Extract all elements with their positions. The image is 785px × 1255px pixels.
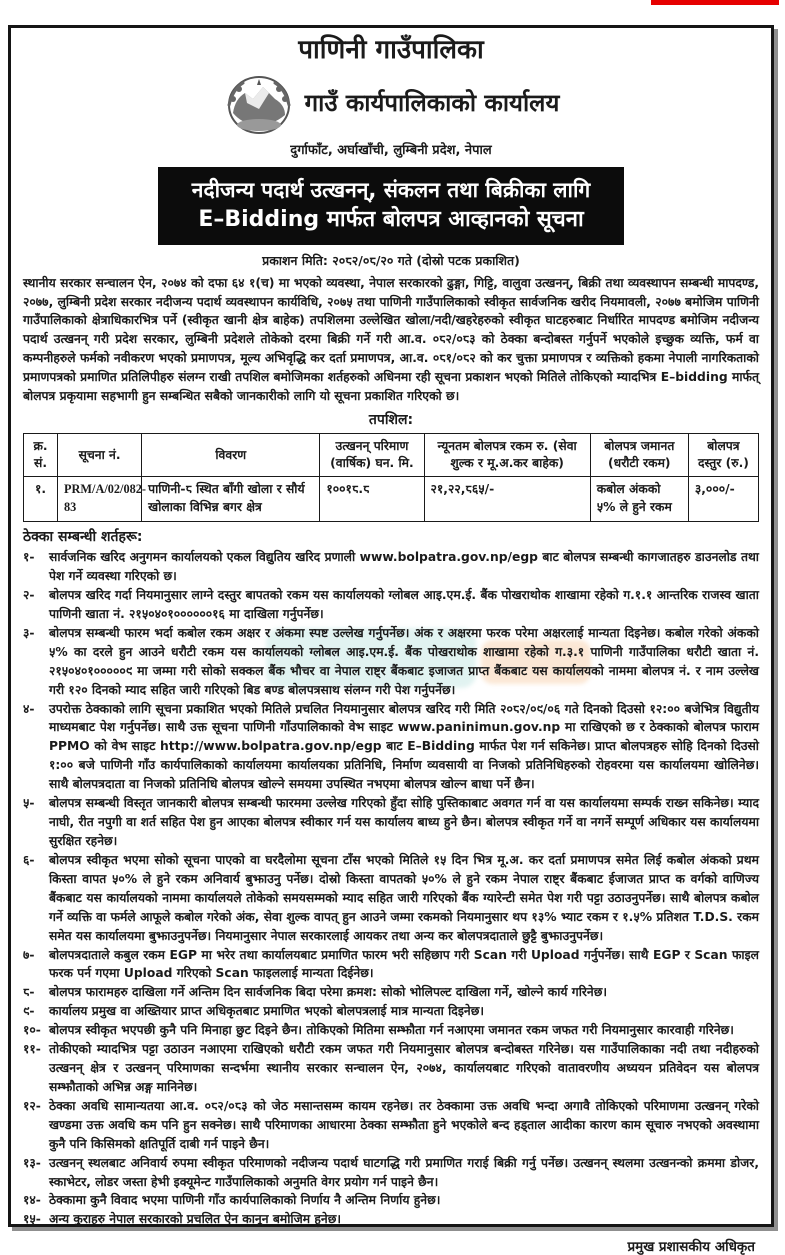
condition-item-7: [23, 946, 759, 984]
condition-item-15: [23, 1210, 759, 1229]
conditions-heading: ठेक्का सम्बन्धी शर्तहरू:: [23, 529, 143, 546]
condition-text: ठेक्का अवधि सामान्यतया आ.व. ०८२/०८३ को जेठ मसान्तसम्म कायम रहनेछ। तर ठेक्कामा उक्त अवधि भन्दा अगावै तोकिएको परिमाणमा उत्खनन् गरेको खण्डमा उक्त अवधि कम पनि हुन सक्नेछ। साथै परिमाणका आधारमा ठेक्का सम्झौता हुने भएकोले बन्द हड्ताल आदीका कारण काम सूचारु नभएको अवस्थामा कुनै पनि किसिमको क्षतिपूर्ति दाबी गर्न पाइने छैन।: [49, 1098, 759, 1151]
condition-number: १५-: [23, 1212, 41, 1227]
condition-item-6: [23, 851, 759, 946]
signatory-title: प्रमुख प्रशासकीय अधिकृत: [627, 1239, 755, 1255]
condition-text: बोलपत्र खरिद गर्दा नियमानुसार लाग्ने दस्तुर बापतको रकम यस कार्यालयको ग्लोबल आइ.एम.ई. बैंक पोखराथोक शाखामा रहेको ग.१.१ आन्तरिक राजस्व खाता पाणिनी खाता नं. २१५०४०१००००००१६ मा दाखिला गर्नुपर्नेछ।: [49, 587, 759, 621]
condition-item-14: [23, 1191, 759, 1210]
condition-number: ५-: [23, 796, 35, 811]
col-fee: बोलपत्र दस्तुर (रु.): [688, 434, 758, 477]
condition-number: ६-: [23, 852, 35, 867]
condition-item-12: [23, 1097, 759, 1154]
col-quantity: उत्खनन् परिमाण (वार्षिक) घन. मि.: [320, 434, 424, 477]
condition-item-9: [23, 1002, 759, 1021]
condition-number: ९-: [23, 1004, 35, 1019]
condition-text: कार्यालय प्रमुख वा अख्तियार प्राप्त अधिकृतबाट प्रमाणित भएको बोलपत्रलाई मात्र मान्यता दिइनेछ।: [49, 1004, 484, 1019]
condition-text: सार्वजनिक खरिद अनुगमन कार्यालयको एकल विद्युतिय खरिद प्रणाली www.bolpatra.gov.np/egp बाट बोलपत्र सम्बन्धी कागजातहरु डाउनलोड तथा पेश गर्ने व्यवस्था गरिएको छ।: [49, 550, 759, 584]
condition-item-10: [23, 1021, 759, 1040]
condition-text: बोलपत्र स्वीकृत भएमा सोको सूचना पाएको वा घरदैलोमा सूचना टाँस भएको मितिले १५ दिन भित्र मू.अ. कर दर्ता प्रमाणपत्र समेत लिई कबोल अंकको प्रथम किस्ता वापत ५०% ले हुने रकम अनिवार्य बुझाउनु पर्नेछ। दोस्रो किस्ता वापतको ५०% ले हुने रकम नेपाल राष्ट्र बैंकबाट ईजाजत प्राप्त क वर्गको वाणिज्य बैंकबाट यस कार्यालयको नाममा कार्यालयले तोकेको समयसम्मको म्याद सहित जारी गरिएको बैंक ग्यारेन्टी समेत पेश गरी पट्टा उठाउनुपर्नेछ। साथै बोलपत्र कबोल गर्ने व्यक्ति वा फर्मले आफूले कबोल गरेको अंक, सेवा शुल्क वापत् हुन आउने जम्मा रकमको नियमानुसार थप १३% भ्याट रकम र १.५% प्रतिशत T.D.S. रकम समेत यस कार्यालयमा बुझाउनुपर्नेछ। नियमानुसार नेपाल सरकारलाई आयकर तथा अन्य कर बोलपत्रदाताले छुट्टै बुझाउनुपर्नेछ।: [49, 852, 759, 943]
cell-serial: १.: [24, 477, 58, 522]
condition-text: बोलपत्र स्वीकृत भएपछी कुनै पनि मिनाहा छुट दिइने छैन। तोकिएको मितिमा सम्झौता गर्न नआएमा जमानत रकम जफत गरी नियमानुसार कारवाही गरिनेछ।: [49, 1023, 734, 1038]
condition-item-2: [23, 586, 759, 624]
condition-number: १४-: [23, 1193, 41, 1208]
condition-number: १-: [23, 550, 35, 565]
condition-text: उत्खनन् स्थलबाट अनिवार्य रुपमा स्वीकृत परिमाणको नदीजन्य पदार्थ घाटगद्धि गरी प्रमाणित गराई बिक्री गर्नु पर्नेछ। उत्खनन् स्थलमा उत्खनन्को क्रममा डोजर, स्काभेटर, लोडर जस्ता हेभी इक्यूमेन्ट गाउँपालिकाको अनुमति वेगर प्रयोग गर्न पाइने छैन।: [49, 1155, 759, 1189]
col-deposit: बोलपत्र जमानत (धरौटी रकम): [590, 434, 688, 477]
condition-number: १२-: [23, 1098, 41, 1113]
cell-deposit: कबोल अंकको ५% ले हुने रकम: [590, 477, 688, 522]
notice-title-line1: नदीजन्य पदार्थ उत्खनन्, संकलन तथा बिक्रीका लागि: [191, 177, 591, 202]
condition-number: ११-: [23, 1042, 41, 1057]
condition-text: बोलपत्र सम्बन्धी विस्तृत जानकारी बोलपत्र सम्बन्धी फारममा उल्लेख गरिएको हुँदा सोहि पुस्तिकाबाट अवगत गर्न वा यस कार्यालयमा सम्पर्क राख्न सकिनेछ। म्याद नाघी, रीत नपुगी वा शर्त सहित पेश हुन आएका बोलपत्र स्वीकार गर्न यस कार्यालय बाध्य हुने छैन। बोलपत्र स्वीकृत गर्ने वा नगर्ने सम्पूर्ण अधिकार यस कार्यालयमा सुरक्षित रहनेछ।: [49, 796, 759, 848]
condition-text: उपरोक्त ठेक्काको लागि सूचना प्रकाशित भएको मितिले प्रचलित नियमानुसार बोलपत्र खरिद गरी मिति २०८२/०९/०६ गते दिनको दिउसो १२:०० बजेभित्र विद्युतीय माध्यमबाट पेश गर्नुपर्नेछ। साथै उक्त सूचना पाणिनी गाँउपालिकाको वेभ साइट www.paninimun.gov.np मा राखिएको छ र ठेक्काको बोलपत्र फाराम PPMO को वेभ साइट http://www.bolpatra.gov.np/egp बाट E–Bidding मार्फत पेश गर्न सकिनेछ। प्राप्त बोलपत्रहरु सोहि दिनको दिउसो १:०० बजे पाणिनी गाँउ कार्यपालिकाको कार्यालयमा कार्यालयका प्रतिनिधि, निर्माण व्यवसायी वा निजको प्रतिनिधिहरुको रोहवरमा यस कार्यालयमा खोलिनेछ। साथै बोलपत्रदाता वा निजको प्रतिनिधि बोलपत्र खोल्ने समयमा उपस्थित नभएमा बोलपत्र खोल्न बाधा पर्ने छैन।: [49, 701, 759, 792]
condition-item-1: [23, 548, 759, 586]
office-address: दुर्गाफाँट, अर्घाखाँची, लुम्बिनी प्रदेश, नेपाल: [290, 142, 492, 158]
condition-number: ८-: [23, 985, 35, 1000]
notice-title-line2: E–Bidding मार्फत बोलपत्र आव्हानको सूचना: [198, 206, 584, 232]
condition-number: १३-: [23, 1155, 41, 1170]
municipality-name: पाणिनी गाउँपालिका: [298, 35, 484, 65]
cell-fee: ३,०००/-: [688, 477, 758, 522]
condition-item-11: [23, 1040, 759, 1097]
cell-notice-no: PRM/A/02/082-83: [58, 477, 142, 522]
bid-details-table: [23, 433, 759, 522]
office-name: गाउँ कार्यपालिकाको कार्यालय: [304, 89, 560, 117]
condition-text: अन्य कुराहरु नेपाल सरकारको प्रचलित ऐन कानून बमोजिम हुनेछ।: [49, 1212, 342, 1227]
col-serial: क्र. सं.: [24, 434, 58, 477]
condition-item-13: [23, 1154, 759, 1192]
condition-item-3: [23, 624, 759, 700]
condition-item-5: [23, 794, 759, 851]
publication-date: प्रकाशन मिति: २०८२/०८/२० गते (दोस्रो पटक प्रकाशित): [262, 252, 520, 268]
document-frame: [8, 25, 774, 1255]
condition-item-4: [23, 700, 759, 795]
condition-number: ७-: [23, 947, 35, 962]
col-notice-no: सूचना नं.: [58, 434, 142, 477]
col-min-bid: न्यूनतम बोलपत्र रकम रु. (सेवा शुल्क र मू.अ.कर बाहेक): [424, 434, 590, 477]
condition-item-8: [23, 983, 759, 1002]
condition-text: ठेक्कामा कुनै विवाद भएमा पाणिनी गाँउ कार्यपालिकाको निर्णाय नै अन्तिम निर्णाय हुनेछ।: [49, 1193, 441, 1208]
condition-number: २-: [23, 587, 35, 602]
table-header-row: [24, 434, 759, 477]
intro-paragraph: स्थानीय सरकार सन्चालन ऐन, २०७४ को दफा ६४ १(च) मा भएको व्यवस्था, नेपाल सरकारको ढुङ्गा, गिट्टि, वालुवा उत्खनन्, बिक्री तथा व्यवस्थापन सम्बन्धी मापदण्ड, २०७७, लुम्बिनी प्रदेश सरकार नदीजन्य पदार्थ व्यवस्थापन कार्यविधि, २०७५ तथा पाणिनी गाउँपालिकाको स्वीकृत सार्वजनिक खरीद नियमावली, २०७७ बमोजिम पाणिनी गाउँपालिकाको क्षेत्राधिकारभित्र पर्ने (स्वीकृत खानी क्षेत्र बाहेक) तपशिलमा उल्लेखित खोला/नदी/खहरेहरुको स्वीकृत घाटहरुबाट निर्धारित मापदण्ड बमोजिम नदीजन्य पदार्थ उत्खनन् गरी प्रदेश सरकार, लुम्बिनी प्रदेशले तोकेको दरमा बिक्री गर्ने गरी आ.व. ०८२/०८३ को ठेक्का बन्दोबस्त गर्नुपर्ने भएकोले इच्छुक व्यक्ति, फर्म वा कम्पनीहरुले फर्मको नवीकरण भएको प्रमाणपत्र, मूल्य अभिवृद्धि कर दर्ता प्रमाणपत्र, आ.व. ०८१/०८२ को कर चुक्ता प्रमाणपत्र र व्यक्तिको हकमा नेपाली नागरिकताको प्रमाणपत्रको प्रमाणित प्रतिलिपीहरु संलग्न राखी तपशिल बमोजिमका शर्तहरुको अधिनमा रही सूचना प्रकाशन भएको मितिले तोकिएको म्यादभित्र E–bidding मार्फत् बोलपत्र प्रकृयामा सहभागी हुन सम्बन्धित सबैको जानकारीको लागि यो सूचना प्रकाशित गरिएको छ।: [23, 275, 759, 404]
table-row: [24, 477, 759, 522]
condition-text: तोकीएको म्यादभित्र पट्टा उठाउन नआएमा राखिएको धरौटी रकम जफत गरी नियमानुसार बोलपत्र बन्दोबस्त गरिनेछ। यस गाउँपालिकाका नदी तथा नदीहरुको उत्खनन् क्षेत्र र उत्खनन् परिमाणका सन्दर्भमा स्थानीय सरकार सन्चालन ऐन, २०७४, कार्यालयबाट गरिएको वातावरणीय अध्ययन प्रतिवेदन यस बोलपत्र सम्झौताको अभिन्न अङ्ग मानिनेछ।: [49, 1042, 759, 1094]
tapasil-heading: तपशिल:: [368, 412, 414, 429]
notice-title-banner: [158, 167, 624, 245]
letterhead: [23, 34, 759, 158]
condition-number: ४-: [23, 701, 35, 716]
condition-text: बोलपत्रदाताले कबुल रकम EGP मा भरेर तथा कार्यालयबाट प्रमाणित फारम भरी सहिछाप गरी Scan गरी Upload गर्नुपर्नेछ। साथै EGP र Scan फाइल फरक पर्न गएमा Upload गरिएको Scan फाइललाई मान्यता दिईनेछ।: [49, 947, 759, 981]
cell-description: पाणिनी-८ स्थित बाँगी खोला र सौर्य खोलाका विभिन्न बगर क्षेत्र: [142, 477, 320, 522]
nepal-municipality-emblem-icon: [223, 69, 295, 137]
condition-text: बोलपत्र फारामहरु दाखिला गर्ने अन्तिम दिन सार्वजनिक बिदा परेमा क्रमश: सोको भोलिपल्ट दाखिला गर्ने, खोल्ने कार्य गरिनेछ।: [49, 985, 608, 1000]
condition-text: बोलपत्र सम्बन्धी फारम भर्दा कबोल रकम अक्षर र अंकमा स्पष्ट उल्लेख गर्नुपर्नेछ। अंक र अक्षरमा फरक परेमा अक्षरलाई मान्यता दिइनेछ। कबोल गरेको अंकको ५% का दरले हुन आउने धरौटी रकम यस कार्यालयको ग्लोबल आइ.एम.ई. बैंक पोखराथोक शाखामा रहेको ग.३.१ पाणिनी गाउँपालिका धरौटी खाता नं. २१५०४०१०००००९ मा जम्मा गरी सोको सक्कल बैंक भौचर वा नेपाल राष्ट्र बैंकबाट इजाजत प्राप्त बैंकबाट यस कार्यालयको नाममा बोलपत्र नं. र नाम उल्लेख गरी १२० दिनको म्याद सहित जारी गरिएको बिड बण्ड बोलपत्रसाथ संलग्न गरी पेश गर्नुपर्नेछ।: [49, 625, 759, 697]
condition-number: १०-: [23, 1023, 41, 1038]
cell-min-bid: २१,२२,८६५/-: [424, 477, 590, 522]
condition-number: ३-: [23, 625, 35, 640]
col-description: विवरण: [142, 434, 320, 477]
cell-quantity: १००१८.८: [320, 477, 424, 522]
red-top-strip: [651, 0, 779, 5]
